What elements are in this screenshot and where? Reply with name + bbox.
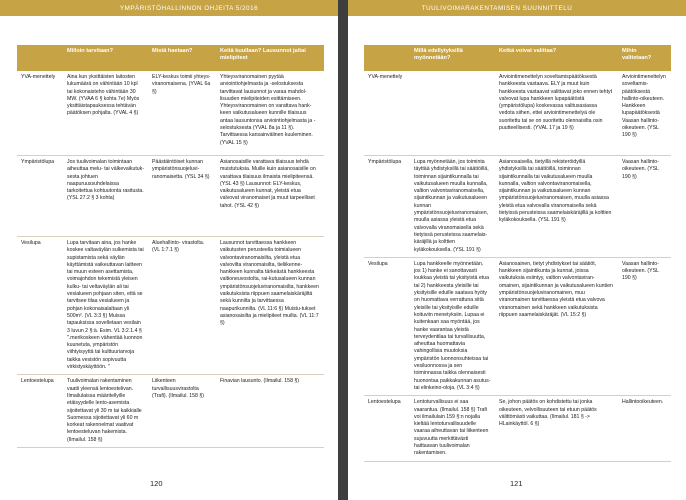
table-cell: Liikenteen turvallisuusvirastolta (Trafi). (Ilmailul. 158 §) — [148, 375, 216, 448]
table-cell: Asianosaisille varattava tilaisuus tehdä muistutuksia. Muille kuin asianosaisille on varattava tilaisuus ilmaista mielipiteensä. (YSL 43 §) Lausunnot: ELY-keskus, vaikutusalueen kunnat, yleistä etua valvovat viranomaiset ja muut tarpeelliset tahot. (YSL 42 §) — [216, 156, 324, 237]
right-header-blank — [364, 45, 410, 71]
left-header-when: Milloin tarvitaan? — [63, 45, 148, 71]
table-cell: Lausunnot tarvittaessa hankkeen vaikutusten perusteella toimialueen valvontaviranomaisilta, yleistä etua valvovilta viranomaisilta, tieliikennehankkeen kunnalta tärkeästä hankkeesta valtioneuvostolta, rai-kutusalueen kunnan ympäristönsuojeluviranomaisilta, hankkeen vaikutuksista riippuen saamelaiskäräjiltä sekä kunnilta ja tarvittaessa naapurikunnilta. (VL 11:6 §) Muistu-tukset asianosaisilta ja mielipiteet muilta. (VL 11:7 §) — [216, 237, 324, 375]
right-page-number: 121 — [510, 479, 523, 488]
row-label: Lentoestelupa — [364, 396, 410, 461]
left-header-who-heard: Keitä kuullaan? Lausunnot ja/tai mielipiteet — [216, 45, 324, 71]
table-cell: Se, johon päätös on kohdistettu tai jonka oikeuteen, velvollisuuteen tai etuun päätös välittömästi vaikuttaa. (Ilmailul. 181 § -> HLainkäyttöl. 6 §) — [495, 396, 618, 461]
table-cell: Arviointimenettelyn soveltamispäätöksestä hallinto-oikeuteen. Hankkeen lupapäätöksestä Vaasan hallintooikeuteen. (YSL 190 §) — [618, 71, 671, 156]
table-cell: Vaasan hallintooikeuteen. (YSL 190 §) — [618, 156, 671, 258]
right-page — [348, 0, 686, 500]
table-cell: Lentoturvallisuus ei saa vaarantua. (Ilmailul. 158 §) Trafi voi ilmailulain 159 §:n nojalla kieltää lentoturvallisuudelle vaaraa aiheuttavan tai liikenteen sujuvuutta merkittävästi haittaavan tuulivoimalan rakentamisen. — [410, 396, 495, 461]
left-header-where: Mistä haetaan? — [148, 45, 216, 71]
row-label: YVA-menettely — [364, 71, 410, 156]
left-page-number: 120 — [150, 479, 163, 488]
table-row — [364, 396, 671, 461]
table-cell: Aluehallinto- virastolta. (VL 1:7.1 §) — [148, 237, 216, 375]
table-cell — [410, 71, 495, 156]
row-label: Vesilupa — [364, 257, 410, 395]
table-cell: ELY-keskus toimii yhteysviranomaisena. (YVAL 6a §) — [148, 71, 216, 156]
table-cell: Asianosaisella, tietyillä rekisteröidyillä yhdistyksillä tai säätiöillä, toiminnan sijaintikunnalla tai vaikutusalueen muulla kunnalla, valtion valvontaviranomaisella, sijaintikunnan ja vaikutusalueen kunnan ympäristönsuojeluviranomaisen, muulla asiassa yleistä etua valvovalla viranomaisella sekä tietyissä perusteissa saamelaiskäräjillä ja kolttien kyläkokouksella. (YSL 191 §) — [495, 156, 618, 258]
left-running-header: YMPÄRISTÖHALLINNON OHJEITA 5/2016 — [0, 0, 338, 16]
row-label: Ympäristölupa — [17, 156, 63, 237]
table-cell: Arviointimenettelyn soveltamispäätöksestä hankkeesta vastaava. ELY ja muut kuin hankkeesta vastaavat valittavat joko ennen tehtyt valvovat lupa hankkeen lupapäätöstä (ympäristölupa) koskevassa valitusasiassa vedota siihen, ettei arviointimenettelyä ole suoritettu tai se on suoritettu olennaisilta osin puutteellisesti. (YVAL 17 ja 19 §) — [495, 71, 618, 156]
row-label: Ympäristölupa — [364, 156, 410, 258]
right-table — [364, 45, 671, 462]
right-header-who-appeal: Ketkä voivat valittaa? — [495, 45, 618, 71]
row-label: Vesilupa — [17, 237, 63, 375]
row-label: Lentoestelupa — [17, 375, 63, 448]
table-cell: Asianosainen, tietyt yhdistykset tai säätiöt, hankkeen sijaintikunta ja kunnat, joissa vaikutuksia esiintyy, valtion valvontaviranomainen, sijaintikunnan ja vaikutusalueen kuntien ympäristönsuojeluviranomainen, muu viranomainen tarvittaessa yleistä etua valvova viranomainen sekä hankkeen vaikutuksista riippuen saamelaiskäräjät. (VL 15:2 §) — [495, 257, 618, 395]
table-cell: Yhteysviranomainen pyytää arviointiohjelmasta ja -selostuksesta tarvittavat lausunnot ja varaa mahdollisuuden mielipiteiden esittämiseen. Yhteysviranomainen on varattava hankkeen vaikutusalueen kunnille tilaisuus antaa lausuntonsa arviointiohjelmasta ja -selostuksesta (YVAL 8a ja 11 §). Tarvittaessa kansainvälinen kuuleminen. (YVAL 15 §) — [216, 71, 324, 156]
table-cell: Hallintooikeuteen. — [618, 396, 671, 461]
table-cell: Finavian lausunto. (Ilmailul. 158 §) — [216, 375, 324, 448]
table-cell: Tuulivoimalan rakentaminen vaatii yleensä lentoestelivan. Ilmailulaissa määritellyille etäisyydelle lento-asemista sijoitettavat yli 30 m tai kaikkialle Suomessa sijoitettavat yli 60 m korkeat rakennelmat vaativat lentoesteluvan hakemista. (Ilmailul. 158 §) — [63, 375, 148, 448]
table-cell: Lupa hankkeelle myönnetään, jos 1) hanke ei sanottavasti loukkaa yleistä tai yksityistä etua tai 2) hankkeesta yleisille tai yksityisille eduille saatava hyöty on huomattava verrattuna siitä yleisille tai yksityisille eduille koituviin menetyksiin. Lupaa ei kuitenkaan saa myöntää, jos hanke vaarantaa yleistä terveydentilaa tai turvallisuutta, aiheuttaa huomattavia vahingollisia muutoksia ympäristön luonnonsuhteissa tai vesiluonnossa ja sen toiminnassa taikka olennaisesti huonontaa paikkakunnan asutus- tai elinkeino-oloja. (VL 3:4 §) — [410, 257, 495, 395]
left-header-blank — [17, 45, 63, 71]
right-running-header: TUULIVOIMARAKENTAMISEN SUUNNITTELU — [348, 0, 686, 16]
table-row — [17, 156, 324, 237]
table-cell: Päästäintöiset kunnan ympäristönsuojeluviranomaisetta. (YSL 34 §) — [148, 156, 216, 237]
table-row — [17, 237, 324, 375]
left-table-header-row — [17, 45, 324, 71]
table-row — [364, 257, 671, 395]
table-cell: Vaasan hallintooikeuteen. (YSL 190 §) — [618, 257, 671, 395]
table-row — [17, 71, 324, 156]
table-cell: Lupa tarvitaan aina, jos hanke koskee valtaväylän sulkemista tai supistamista sekä väylän käyttämistä vaikeuttavan laitteen tai muun esteen asettamista, voimajohdon tekemistä yleisen kulku- tai veltaväylän ali tai vesialueen pohjaan siten, että se tarvitsee tilaa vesialueen ja pohjan kokonaisalaltaan yli 500m². (VL 3:3 §) Muissa tapauksissa sovelletaan vesilain 3 luvun 2 §:ä. Esim. VL 3:2.1.4 § ".merikoskeen vähentää luonnon kuunetuta, ympäristön viihtyisyyttä tai kulttuuriarvoja taikka vesistön sopivuutta virkistyskäyttöön. " — [63, 237, 148, 375]
row-label: YVA-menettely — [17, 71, 63, 156]
table-row — [17, 375, 324, 448]
table-cell: Jos tuulivoimalan toimintaan aiheuttaa melu- tai välkevaikutuksesta johtuen naapuruussuhdelaissa tarkoitettua kohtuutonta rasitusta. (YSL 27.2 § 3 kohta) — [63, 156, 148, 237]
table-row — [364, 156, 671, 258]
left-table — [17, 45, 324, 448]
right-table-header-row — [364, 45, 671, 71]
table-cell: Aina kun yksittäisten laitosten lukumäärä on vähintään 10 kpl tai kokonaisteho vähintään 30 MW. (YVAA 6 § kohta 7e) Myös yksittäistapauksessa tehtävän päätöksen pohjalta. (YVAL 4 §) — [63, 71, 148, 156]
right-header-where-appeal: Mihin valitetaan? — [618, 45, 671, 71]
table-cell: Lupa myönnetään, jos toiminta täyttää yhdistyksillä tai säätiöillä, toiminnan sijaintikunnalla tai vaikutusalueen muulla kunnalla, valtion valvontaviranomaisella, sijaintikunnan ja vaikutusalueen kunnan ympäristönsuojeluviranomaisen, muulla asiassa yleistä etua valvovalla viranomaisella sekä tietyissä perusteissa saamelaiskäräjillä ja kolttien kyläkokouksella. (YSL 191 §) — [410, 156, 495, 258]
left-page — [0, 0, 338, 500]
table-row — [364, 71, 671, 156]
right-header-conditions: Millä edellytyksillä myönnetään? — [410, 45, 495, 71]
